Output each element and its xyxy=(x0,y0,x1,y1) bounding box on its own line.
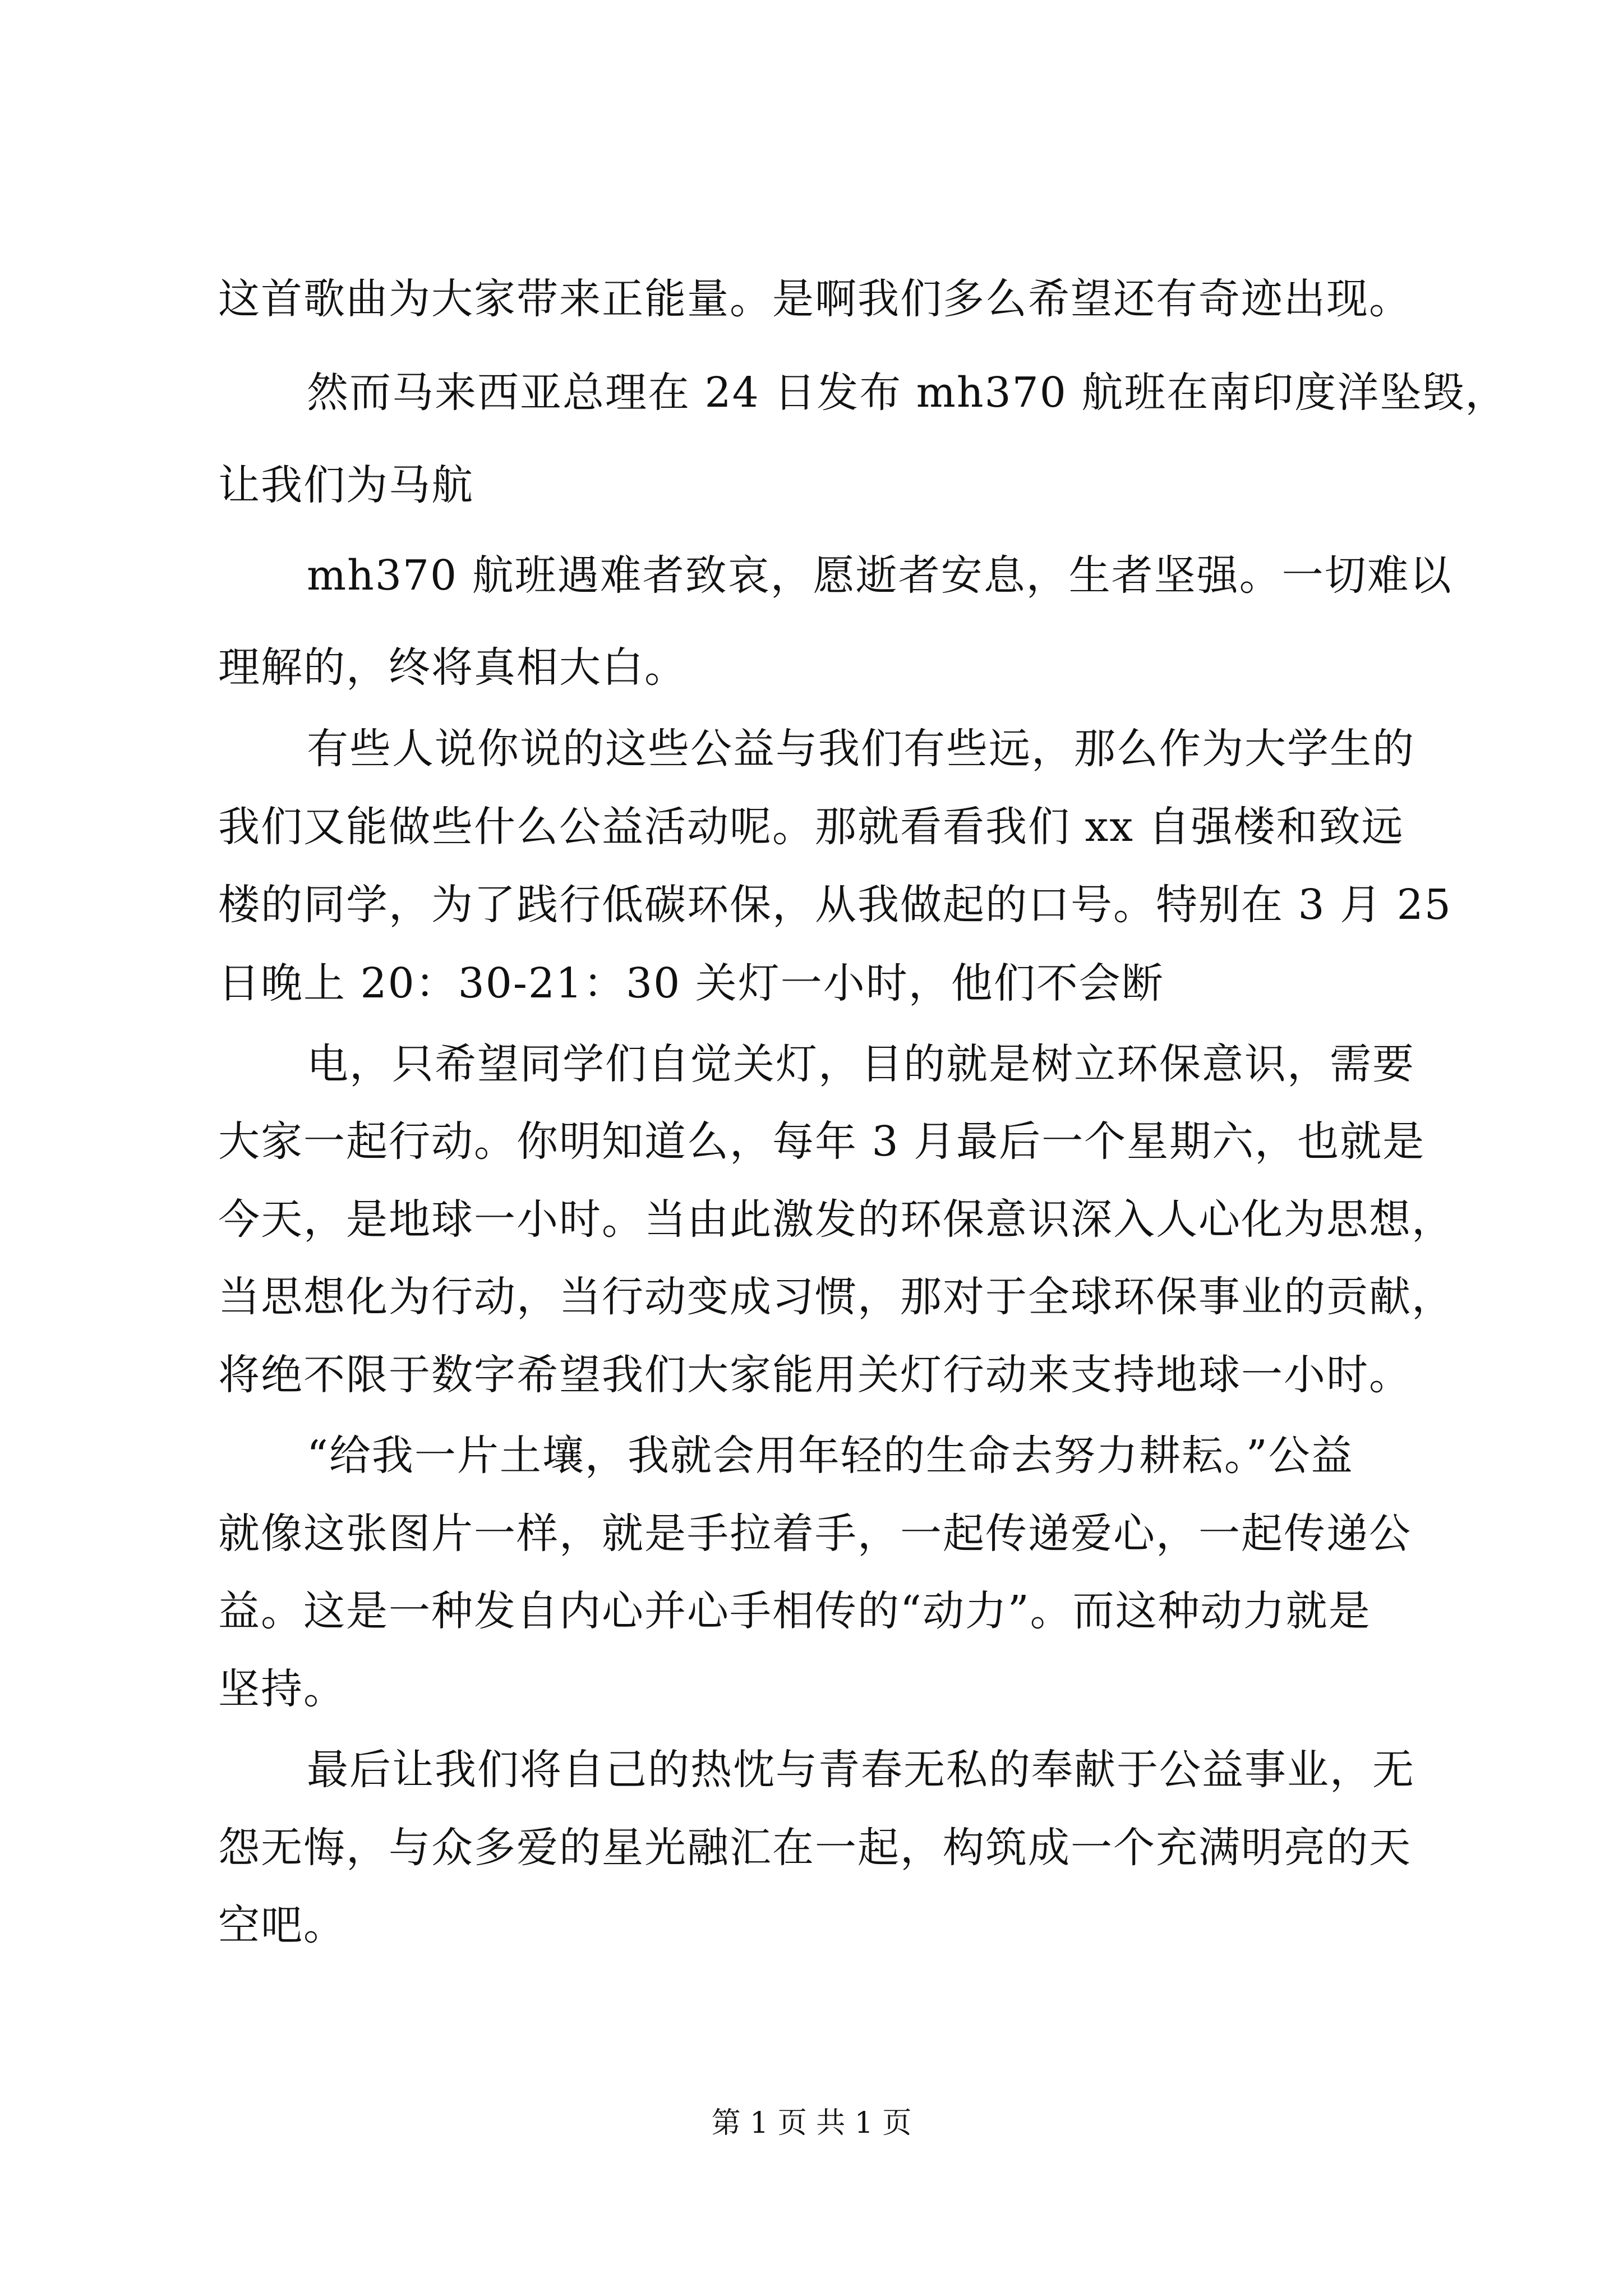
text-line-9: 日晚上 20：30-21：30 关灯一小时，他们不会断 xyxy=(218,959,1164,1007)
text-line-4: mh370 航班遇难者致哀，愿逝者安息，生者坚强。一切难以 xyxy=(307,551,1453,600)
text-line-18: 坚持。 xyxy=(218,1665,346,1713)
text-line-19: 最后让我们将自己的热忱与青春无私的奉献于公益事业，无 xyxy=(307,1746,1415,1794)
text-line-14: 将绝不限于数字希望我们大家能用关灯行动来支持地球一小时。 xyxy=(218,1351,1412,1399)
text-line-12: 今天，是地球一小时。当由此激发的环保意识深入人心化为思想， xyxy=(218,1195,1454,1244)
text-line-1: 这首歌曲为大家带来正能量。是啊我们多么希望还有奇迹出现。 xyxy=(218,275,1412,323)
text-line-8: 楼的同学，为了践行低碳环保，从我做起的口号。特别在 3 月 25 xyxy=(218,881,1452,929)
text-line-20: 怨无悔，与众多爱的星光融汇在一起，构筑成一个充满明亮的天 xyxy=(218,1824,1412,1872)
text-line-7: 我们又能做些什么公益活动呢。那就看看我们 xx 自强楼和致远 xyxy=(218,803,1404,851)
text-line-3: 让我们为马航 xyxy=(218,461,474,509)
text-line-21: 空吧。 xyxy=(218,1901,346,1949)
text-line-11: 大家一起行动。你明知道么，每年 3 月最后一个星期六，也就是 xyxy=(218,1117,1426,1166)
text-line-5: 理解的，终将真相大白。 xyxy=(218,643,687,692)
text-line-13: 当思想化为行动，当行动变成习惯，那对于全球环保事业的贡献， xyxy=(218,1273,1454,1321)
text-line-15: “给我一片土壤，我就会用年轻的生命去努力耕耘。”公益 xyxy=(307,1432,1354,1480)
text-line-10: 电，只希望同学们自觉关灯，目的就是树立环保意识，需要 xyxy=(307,1040,1415,1088)
text-line-16: 就像这张图片一样，就是手拉着手，一起传递爱心，一起传递公 xyxy=(218,1510,1412,1558)
text-line-2: 然而马来西亚总理在 24 日发布 mh370 航班在南印度洋坠毁， xyxy=(307,369,1508,417)
text-line-17: 益。这是一种发自内心并心手相传的“动力”。而这种动力就是 xyxy=(218,1587,1371,1635)
page-footer: 第 1 页 共 1 页 xyxy=(711,2106,912,2140)
text-line-6: 有些人说你说的这些公益与我们有些远，那么作为大学生的 xyxy=(307,725,1415,773)
